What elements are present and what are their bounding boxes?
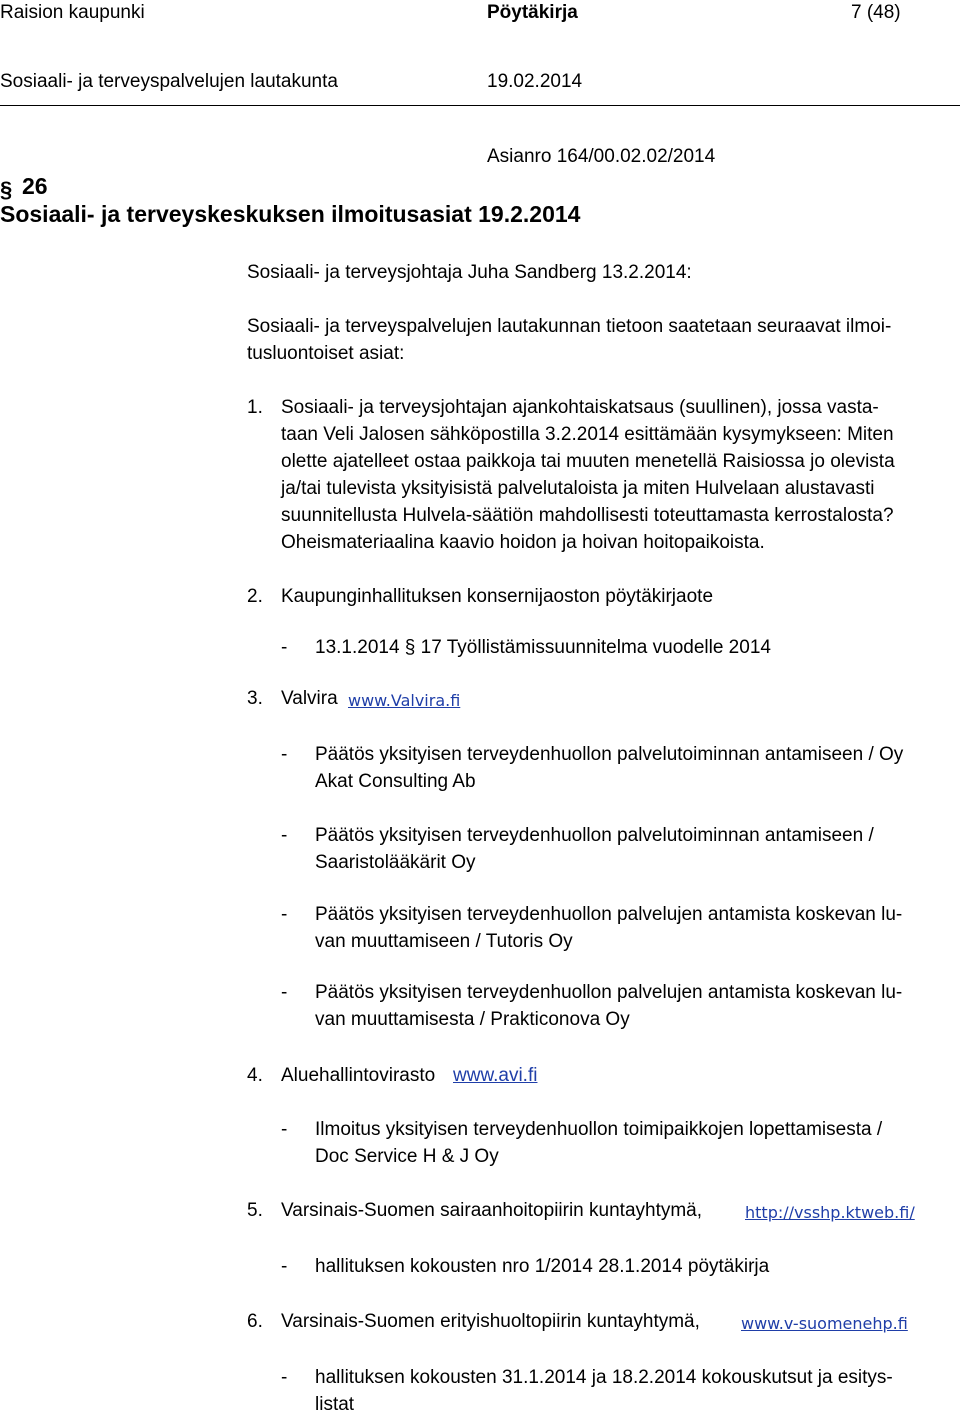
section-number: 26 xyxy=(22,173,48,199)
item-6-sub-line: listat xyxy=(315,1394,355,1415)
section-title: Sosiaali- ja terveyskeskuksen ilmoitusasiat 19.2.2014 xyxy=(0,201,581,227)
header-board: Sosiaali- ja terveyspalvelujen lautakunta xyxy=(0,71,338,92)
item-3-sub-line: Saaristolääkärit Oy xyxy=(315,852,476,873)
item-1-line: Sosiaali- ja terveysjohtajan ajankohtaiskatsaus (suullinen), jossa vasta- xyxy=(281,397,879,418)
item-2-dash: - xyxy=(281,637,288,658)
intro-line-1: Sosiaali- ja terveyspalvelujen lautakunnan tietoon saatetaan seuraavat ilmoi- xyxy=(247,316,892,337)
item-4-sub-line: Ilmoitus yksityisen terveydenhuollon toimipaikkojen lopettamisesta / xyxy=(315,1119,883,1140)
author-line: Sosiaali- ja terveysjohtaja Juha Sandberg 13.2.2014: xyxy=(247,262,692,283)
asianro: Asianro 164/00.02.02/2014 xyxy=(487,146,716,167)
item-3-dash: - xyxy=(281,744,288,765)
header-date: 19.02.2014 xyxy=(487,71,583,92)
item-1-line: olette ajatelleet ostaa paikkoja tai muuten menetellä Raisiossa jo olevista xyxy=(281,451,895,472)
avi-link[interactable]: www.avi.fi xyxy=(453,1065,538,1086)
item-3-text: Valvira xyxy=(281,688,338,709)
item-3-sub-line: Päätös yksityisen terveydenhuollon palvelutoiminnan antamiseen / xyxy=(315,825,874,846)
item-6-number: 6. xyxy=(247,1311,263,1332)
item-2-sub: 13.1.2014 § 17 Työllistämissuunnitelma vuodelle 2014 xyxy=(315,637,771,658)
item-2-text: Kaupunginhallituksen konsernijaoston pöytäkirjaote xyxy=(281,586,714,607)
item-2-number: 2. xyxy=(247,586,263,607)
header-city: Raision kaupunki xyxy=(0,2,145,23)
item-5-sub: hallituksen kokousten nro 1/2014 28.1.2014 pöytäkirja xyxy=(315,1256,770,1277)
item-3-dash: - xyxy=(281,904,288,925)
vsshp-link[interactable]: http://vsshp.ktweb.fi/ xyxy=(745,1203,915,1222)
vsehp-link[interactable]: www.v-suomenehp.fi xyxy=(741,1314,908,1333)
item-5-number: 5. xyxy=(247,1200,263,1221)
item-6-sub-line: hallituksen kokousten 31.1.2014 ja 18.2.2014 kokouskutsut ja esitys- xyxy=(315,1367,893,1388)
svg-text:§: § xyxy=(0,180,13,200)
item-4-dash: - xyxy=(281,1119,288,1140)
item-3-sub-line: Päätös yksityisen terveydenhuollon palvelutoiminnan antamiseen / Oy xyxy=(315,744,904,765)
item-4-number: 4. xyxy=(247,1065,263,1086)
item-4-text: Aluehallintovirasto xyxy=(281,1065,436,1086)
item-1-line: Oheismateriaalina kaavio hoidon ja hoivan hoitopaikoista. xyxy=(281,532,765,553)
item-3-sub-line: Päätös yksityisen terveydenhuollon palvelujen antamista koskevan lu- xyxy=(315,904,903,925)
section-sign-icon xyxy=(0,180,14,200)
header-divider xyxy=(0,105,960,106)
item-3-sub-line: van muuttamisesta / Prakticonova Oy xyxy=(315,1009,630,1030)
item-5-dash: - xyxy=(281,1256,288,1277)
header-doc-type: Pöytäkirja xyxy=(487,2,578,23)
item-3-dash: - xyxy=(281,982,288,1003)
header-page: 7 (48) xyxy=(851,2,901,23)
item-3-sub-line: Akat Consulting Ab xyxy=(315,771,476,792)
item-6-text: Varsinais-Suomen erityishuoltopiirin kuntayhtymä, xyxy=(281,1311,700,1332)
item-1-line: suunnitellusta Hulvela-säätiön mahdollisesti toteuttamasta kerrostalosta? xyxy=(281,505,894,526)
valvira-link[interactable]: www.Valvira.fi xyxy=(348,691,461,710)
item-1-line: taan Veli Jalosen sähköpostilla 3.2.2014 esittämään kysymykseen: Miten xyxy=(281,424,894,445)
item-1-line: ja/tai tulevista yksityisistä palvelutaloista ja miten Hulvelaan alustavasti xyxy=(281,478,875,499)
intro-line-2: tusluontoiset asiat: xyxy=(247,343,405,364)
item-3-sub-line: Päätös yksityisen terveydenhuollon palvelujen antamista koskevan lu- xyxy=(315,982,903,1003)
item-3-number: 3. xyxy=(247,688,263,709)
item-6-dash: - xyxy=(281,1367,288,1388)
item-5-text: Varsinais-Suomen sairaanhoitopiirin kuntayhtymä, xyxy=(281,1200,703,1221)
item-1-number: 1. xyxy=(247,397,263,418)
item-4-sub-line: Doc Service H & J Oy xyxy=(315,1146,499,1167)
item-3-dash: - xyxy=(281,825,288,846)
item-3-sub-line: van muuttamiseen / Tutoris Oy xyxy=(315,931,573,952)
